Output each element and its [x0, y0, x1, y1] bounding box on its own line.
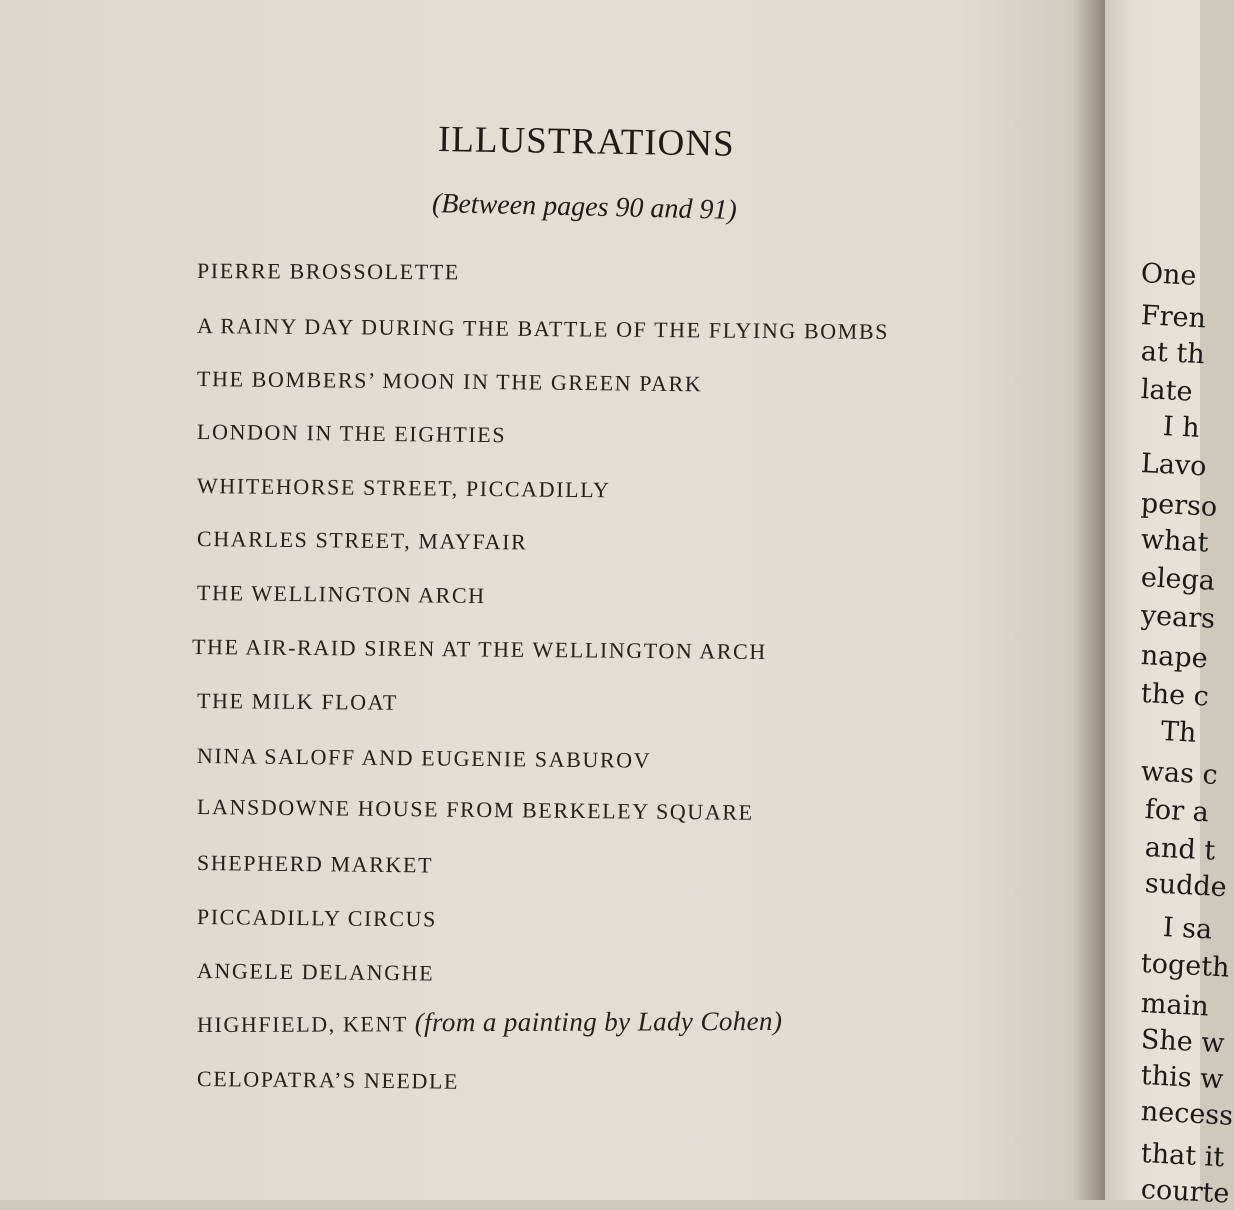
facing-page — [1105, 0, 1234, 1210]
facing-page-line: I sa — [1162, 912, 1213, 946]
illustration-entry — [197, 419, 506, 448]
page-range-note: (Between pages 90 and 91) — [431, 188, 738, 226]
illustration-entry — [197, 366, 703, 397]
page-title: ILLUSTRATIONS — [437, 119, 735, 165]
illustration-title: ANGELE DELANGHE — [196, 958, 435, 986]
facing-page-line: togeth — [1140, 948, 1231, 984]
facing-page-line: One — [1140, 258, 1198, 292]
facing-page-line: main — [1140, 988, 1210, 1023]
facing-page-line: necess — [1140, 1096, 1234, 1132]
illustration-title: CHARLES STREET, MAYFAIR — [196, 526, 528, 555]
illustration-entry — [197, 688, 398, 716]
illustration-title: THE AIR-RAID SIREN AT THE WELLINGTON ARCH — [191, 634, 767, 665]
facing-page-line: elega — [1140, 562, 1216, 597]
illustration-title: THE BOMBERS’ MOON IN THE GREEN PARK — [196, 366, 703, 397]
illustration-title: LONDON IN THE EIGHTIES — [196, 419, 507, 448]
illustration-title: PIERRE BROSSOLETTE — [196, 258, 460, 285]
illustration-title: PICCADILLY CIRCUS — [196, 904, 438, 932]
illustration-entry — [192, 634, 767, 665]
illustration-entry — [197, 743, 651, 774]
illustration-title: CELOPATRA’S NEEDLE — [196, 1066, 460, 1094]
illustration-entry — [197, 258, 460, 285]
facing-page-line: years — [1140, 600, 1216, 635]
facing-page-line: I h — [1162, 411, 1201, 444]
facing-page-line: for a — [1144, 794, 1210, 829]
facing-page-line: the c — [1140, 678, 1210, 713]
illustration-entry — [197, 473, 611, 503]
facing-page-line: that it — [1140, 1138, 1225, 1174]
illustration-title: LANSDOWNE HOUSE FROM BERKELEY SQUARE — [196, 794, 754, 825]
illustration-title: THE MILK FLOAT — [196, 688, 398, 715]
illustration-entry — [197, 904, 437, 933]
facing-page-line: sudde — [1144, 868, 1228, 904]
illustration-title: NINA SALOFF AND EUGENIE SABUROV — [196, 743, 652, 773]
illustration-credit: (from a painting by Lady Cohen) — [414, 1005, 783, 1038]
facing-page-line: nape — [1140, 640, 1209, 675]
illustration-entry — [197, 850, 433, 878]
facing-page-line: perso — [1140, 488, 1218, 523]
facing-page-line: Th — [1160, 716, 1198, 749]
illustration-title: HIGHFIELD, KENT — [196, 1011, 408, 1037]
facing-page-line: this w — [1140, 1060, 1225, 1096]
illustration-entry — [197, 1066, 459, 1095]
facing-page-line: She w — [1140, 1024, 1226, 1060]
facing-page-line: courte — [1140, 1174, 1231, 1210]
facing-page-line: Fren — [1140, 300, 1207, 335]
illustration-entry — [197, 958, 434, 986]
facing-page-line: what — [1140, 524, 1210, 559]
illustration-entry — [197, 794, 754, 826]
illustration-entry — [197, 313, 889, 345]
illustration-entry — [197, 526, 528, 555]
facing-page-line: late — [1140, 374, 1194, 408]
illustration-title: WHITEHORSE STREET, PICCADILLY — [196, 473, 611, 503]
illustration-entry — [197, 580, 486, 609]
facing-page-line: and t — [1144, 832, 1216, 867]
illustration-title: SHEPHERD MARKET — [196, 850, 434, 878]
facing-page-line: Lavo — [1140, 448, 1208, 483]
facing-page-line: at th — [1140, 336, 1206, 371]
illustration-title: A RAINY DAY DURING THE BATTLE OF THE FLYING BOMBS — [196, 313, 890, 345]
facing-page-line: was c — [1140, 756, 1219, 791]
illustration-title: THE WELLINGTON ARCH — [196, 580, 486, 609]
illustration-entry — [197, 1006, 782, 1039]
